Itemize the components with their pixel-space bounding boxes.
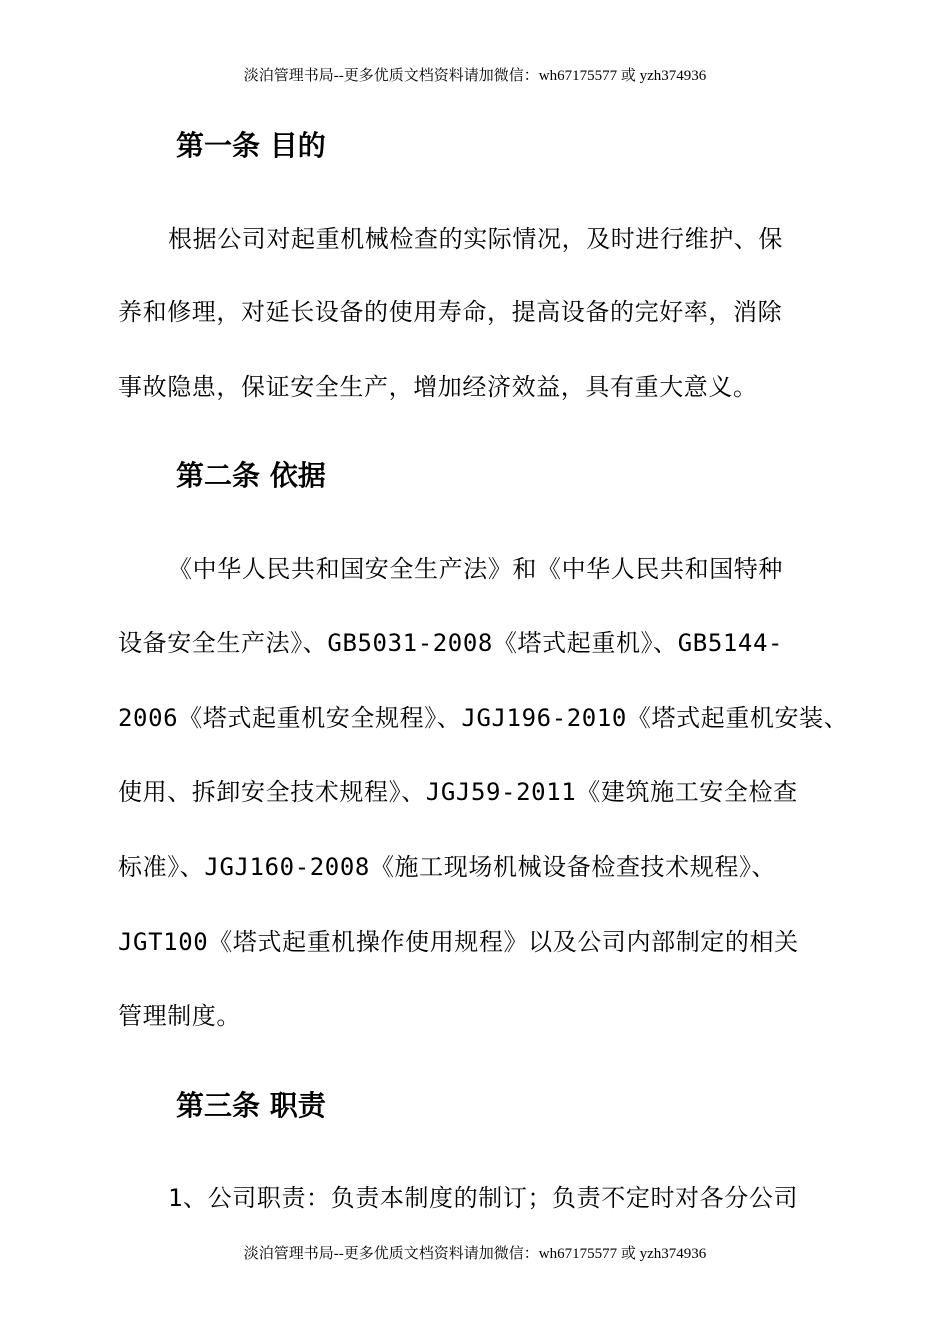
section-2-heading: 第二条 依据 [176, 459, 326, 492]
section-2-line-5: 标准》、JGJ160-2008《施工现场机械设备检查技术规程》、 [118, 853, 777, 881]
section-2-line-3: 2006《塔式起重机安全规程》、JGJ196-2010《塔式起重机安装、 [118, 704, 849, 732]
section-2-line-1: 《中华人民共和国安全生产法》和《中华人民共和国特种 [168, 555, 783, 583]
section-3-line-1: 1、公司职责：负责本制度的制订；负责不定时对各分公司 [168, 1184, 799, 1212]
page-footer-note: 淡泊管理书局--更多优质文档资料请加微信：wh67175577 或 yzh374936 [243, 1246, 707, 1262]
page-header-note: 淡泊管理书局--更多优质文档资料请加微信：wh67175577 或 yzh374936 [243, 68, 707, 84]
section-2-line-7: 管理制度。 [118, 1002, 241, 1030]
section-2-line-6: JGT100《塔式起重机操作使用规程》以及公司内部制定的相关 [118, 928, 799, 956]
section-1-line-3: 事故隐患，保证安全生产，增加经济效益，具有重大意义。 [118, 373, 758, 401]
section-2-line-2: 设备安全生产法》、GB5031-2008《塔式起重机》、GB5144- [118, 629, 784, 657]
section-1-heading: 第一条 目的 [176, 129, 326, 162]
section-2-line-4: 使用、拆卸安全技术规程》、JGJ59-2011《建筑施工安全检查 [118, 778, 798, 806]
section-3-heading: 第三条 职责 [176, 1089, 326, 1122]
section-1-line-1: 根据公司对起重机械检查的实际情况，及时进行维护、保 [168, 225, 783, 253]
section-1-line-2: 养和修理，对延长设备的使用寿命，提高设备的完好率，消除 [118, 298, 783, 326]
